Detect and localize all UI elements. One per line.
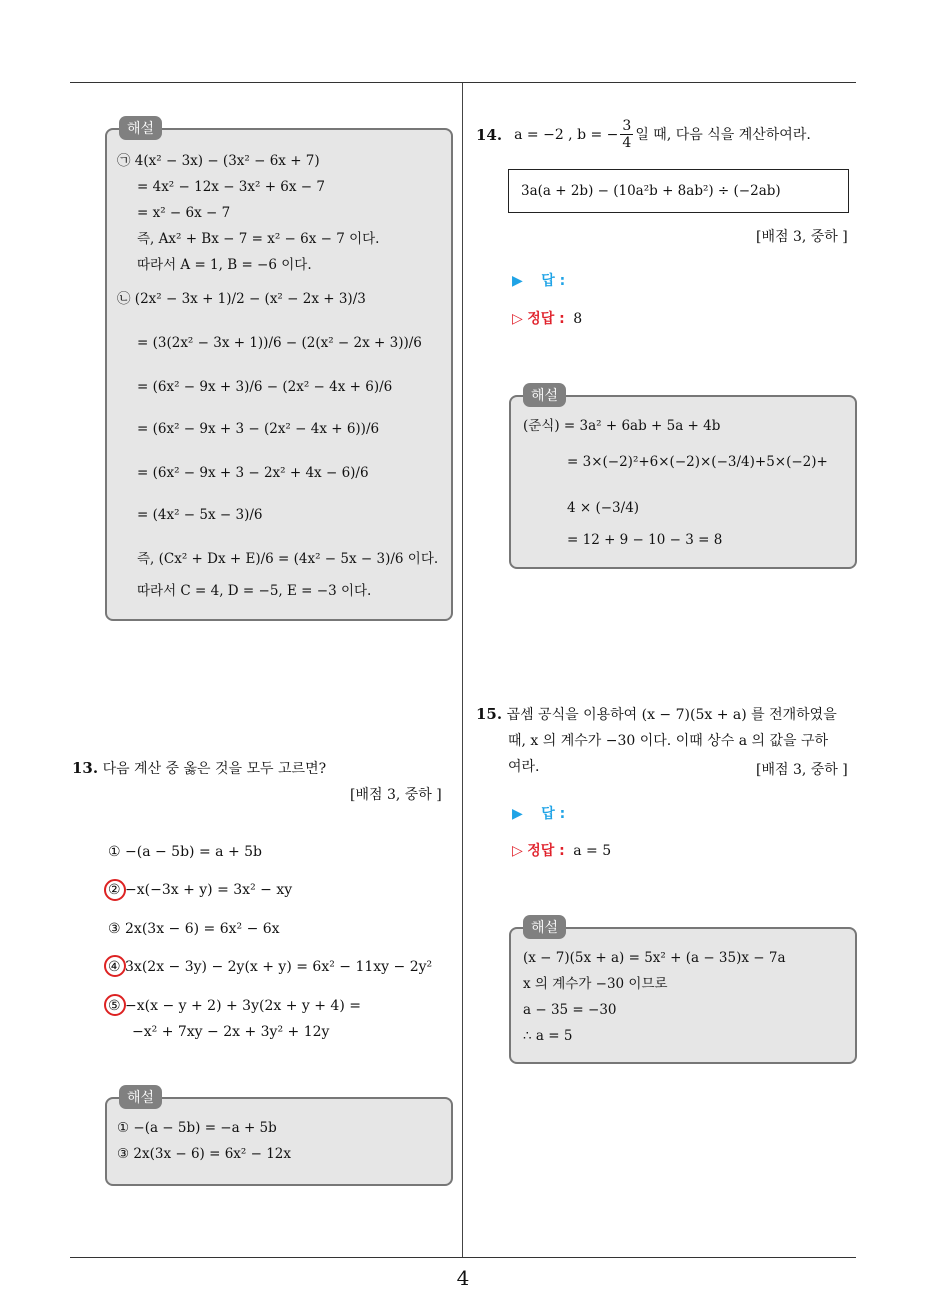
q15-question-line-2: 때, x 의 계수가 −30 이다. 이때 상수 a 의 값을 구하 (508, 733, 829, 749)
q13-question: 13. 다음 계산 중 옳은 것을 모두 고르면? (72, 759, 327, 777)
q15-solution-line-2: x 의 계수가 −30 이므로 (523, 976, 668, 992)
q13-choice-4: ④ 3x(2x − 3y) − 2y(x + y) = 6x² − 11xy − 2y² (108, 959, 433, 975)
q14-solution-line-3: 4 × (−3/4) (567, 500, 640, 516)
q12-a-line-3: = x² − 6x − 7 (137, 205, 231, 221)
outline-arrow-icon: ▷ (512, 311, 523, 327)
q14-solution-box (509, 388, 857, 569)
q12-b-line-5: = (6x² − 9x + 3 − 2x² + 4x − 6)/6 (137, 465, 369, 481)
q15-question-line-3: 여라. (508, 759, 540, 775)
q15-correct-row: ▷ 정답 : a = 5 (512, 843, 612, 859)
explanation-tag: 해설 (523, 383, 566, 407)
q12-a-line-2: = 4x² − 12x − 3x² + 6x − 7 (137, 179, 325, 195)
q13-choice-5-cont: −x² + 7xy − 2x + 3y² + 12y (132, 1024, 330, 1040)
q14-correct-row: ▷ 정답 : 8 (512, 311, 583, 327)
q13-score: [배점 3, 중하 ] (350, 787, 442, 803)
q14-score: [배점 3, 중하 ] (756, 229, 848, 245)
q12-a-line-5: 따라서 A = 1, B = −6 이다. (137, 257, 312, 273)
q15-solution-line-1: (x − 7)(5x + a) = 5x² + (a − 35)x − 7a (523, 950, 786, 966)
q12-solution-box (105, 121, 453, 621)
q12-a-line-1: ㉠ 4(x² − 3x) − (3x² − 6x + 7) (117, 153, 320, 169)
q12-a-line-4: 즉, Ax² + Bx − 7 = x² − 6x − 7 이다. (137, 231, 380, 247)
outline-arrow-icon: ▷ (512, 843, 523, 859)
q13-solution-box (105, 1090, 453, 1186)
q13-solution-line-2: ③ 2x(3x − 6) = 6x² − 12x (117, 1146, 292, 1162)
q14-solution-line-2: = 3×(−2)²+6×(−2)×(−3/4)+5×(−2)+ (567, 454, 828, 470)
q13-choice-5: ⑤ −x(x − y + 2) + 3y(2x + y + 4) = (108, 998, 361, 1014)
q15-score: [배점 3, 중하 ] (756, 762, 848, 778)
q14-solution-line-1: (준식) = 3a² + 6ab + 5a + 4b (523, 418, 721, 434)
q13-choice-2: ② −x(−3x + y) = 3x² − xy (108, 882, 293, 898)
bottom-rule (70, 1257, 856, 1258)
q15-solution-box (509, 920, 857, 1064)
explanation-tag: 해설 (523, 915, 566, 939)
q13-solution-line-1: ① −(a − 5b) = −a + 5b (117, 1120, 277, 1136)
q12-b-line-8: 따라서 C = 4, D = −5, E = −3 이다. (137, 583, 372, 599)
play-arrow-icon: ▶ (512, 273, 523, 289)
q15-solution-line-4: ∴ a = 5 (523, 1028, 573, 1044)
q14-answer-row: ▶ 답 : (512, 273, 566, 289)
q13-choice-3: ③ 2x(3x − 6) = 6x² − 6x (108, 921, 280, 937)
q12-b-line-2: = (3(2x² − 3x + 1))/6 − (2(x² − 2x + 3))/6 (137, 335, 422, 351)
q15-question-line-1: 15. 곱셈 공식을 이용하여 (x − 7)(5x + a) 를 전개하였을 (476, 705, 837, 723)
explanation-tag: 해설 (119, 1085, 162, 1109)
q14-expression-box (508, 169, 849, 213)
q14-solution-line-4: = 12 + 9 − 10 − 3 = 8 (567, 532, 723, 548)
q15-solution-line-3: a − 35 = −30 (523, 1002, 617, 1018)
explanation-tag: 해설 (119, 116, 162, 140)
q12-b-line-3: = (6x² − 9x + 3)/6 − (2x² − 4x + 6)/6 (137, 379, 393, 395)
top-rule (70, 82, 856, 83)
q14-question: 14. a = −2 , b = − $\frac{3}{4}$ 일 때, 다음 식을 계산하여라. (476, 118, 811, 151)
column-divider (462, 83, 463, 1258)
q12-b-line-7: 즉, (Cx² + Dx + E)/6 = (4x² − 5x − 3)/6 이다. (137, 551, 439, 567)
q12-b-line-1: ㉡ (2x² − 3x + 1)/2 − (x² − 2x + 3)/3 (117, 291, 366, 307)
page-number: 4 (456, 1266, 470, 1290)
q15-answer-row: ▶ 답 : (512, 806, 566, 822)
q12-b-line-6: = (4x² − 5x − 3)/6 (137, 507, 263, 523)
q12-b-line-4: = (6x² − 9x + 3 − (2x² − 4x + 6))/6 (137, 421, 380, 437)
q14-expression: 3a(a + 2b) − (10a²b + 8ab²) ÷ (−2ab) (521, 183, 781, 199)
q13-choice-1: ① −(a − 5b) = a + 5b (108, 844, 262, 860)
play-arrow-icon: ▶ (512, 806, 523, 822)
